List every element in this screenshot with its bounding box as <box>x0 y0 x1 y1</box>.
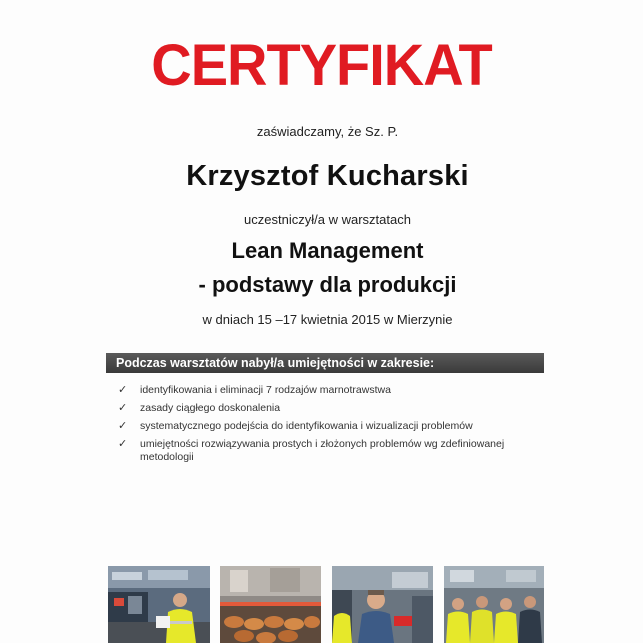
skills-list <box>118 384 548 469</box>
skill-text: umiejętności rozwiązywania prostych i złożonych problemów wg zdefiniowanej metodologii <box>140 438 505 463</box>
intro-text: zaświadczamy, że Sz. P. <box>256 124 399 139</box>
course-dates: w dniach 15 –17 kwietnia 2015 w Mierzynie <box>202 312 453 327</box>
checkmark-icon: ✓ <box>118 420 128 432</box>
list-item <box>118 420 548 433</box>
workshop-photo-4 <box>444 566 544 643</box>
checkmark-icon: ✓ <box>118 384 128 396</box>
checkmark-icon: ✓ <box>118 402 128 414</box>
list-item <box>118 438 548 464</box>
list-item <box>118 402 548 415</box>
skill-text: zasady ciągłego doskonalenia <box>140 402 281 414</box>
list-item <box>118 384 548 397</box>
skill-text: systematycznego podejścia do identyfikowania i wizualizacji problemów <box>140 420 473 432</box>
course-title-line-2: - podstawy dla produkcji <box>198 272 457 297</box>
skills-header: Podczas warsztatów nabył/a umiejętności w zakresie: <box>106 353 544 373</box>
workshop-photo-1 <box>108 566 210 643</box>
recipient-name: Krzysztof Kucharski <box>186 160 469 192</box>
workshop-photo-3 <box>332 566 433 643</box>
workshop-photo-2 <box>220 566 321 643</box>
skill-text: identyfikowania i eliminacji 7 rodzajów marnotrawstwa <box>140 384 391 396</box>
course-title-line-1: Lean Management <box>231 238 424 263</box>
participation-text: uczestniczył/a w warsztatach <box>244 212 411 227</box>
certificate-title: CERTYFIKAT <box>151 31 492 98</box>
checkmark-icon: ✓ <box>118 438 128 450</box>
